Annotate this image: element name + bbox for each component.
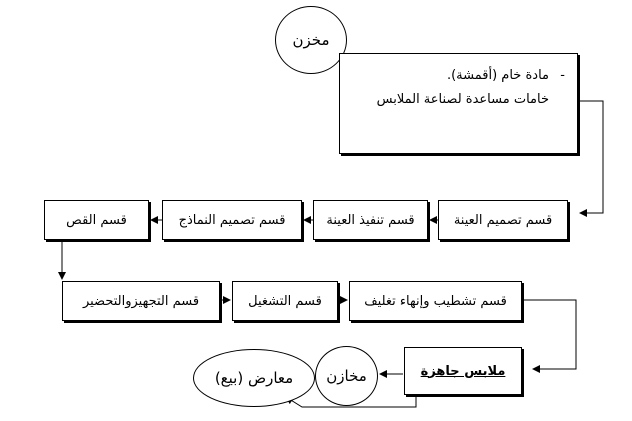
sample-design-label: قسم تصميم العينة — [453, 212, 553, 228]
cutting-box — [44, 200, 149, 240]
finishing-box — [349, 281, 522, 321]
preparation-label: قسم التجهيزوالتحضير — [82, 293, 200, 309]
showrooms-label: معارض (بيع) — [214, 369, 294, 387]
sample-execution-box — [313, 200, 428, 240]
materials-line-2: خامات مساعدة لصناعة الملابس — [376, 92, 549, 107]
materials-bullet: - — [560, 68, 565, 83]
preparation-box — [62, 281, 220, 321]
arrow-finishing-to-ready-clothes — [523, 300, 576, 369]
warehouse-label: مخازن — [326, 367, 367, 385]
operation-box — [232, 281, 338, 321]
warehouse-top-ellipse — [275, 6, 347, 74]
operation-label: قسم التشغيل — [248, 293, 322, 309]
sample-design-box — [438, 200, 568, 240]
materials-box — [339, 53, 578, 154]
finishing-label: قسم تشطيب وإنهاء تغليف — [364, 293, 507, 309]
sample-execution-label: قسم تنفيذ العينة — [326, 212, 415, 228]
materials-line-1: مادة خام (أقمشة). — [446, 68, 549, 83]
ready-clothes-box — [404, 347, 522, 395]
ready-clothes-label: ملابس جاهزة — [420, 363, 506, 379]
arrow-materials-to-sample-design — [578, 101, 603, 213]
showrooms-ellipse — [193, 349, 315, 407]
warehouse-top-label: مخزن — [292, 31, 330, 49]
pattern-design-box — [162, 200, 302, 240]
warehouse-ellipse — [315, 346, 378, 406]
pattern-design-label: قسم تصميم النماذج — [178, 212, 286, 228]
cutting-label: قسم القص — [66, 212, 127, 228]
